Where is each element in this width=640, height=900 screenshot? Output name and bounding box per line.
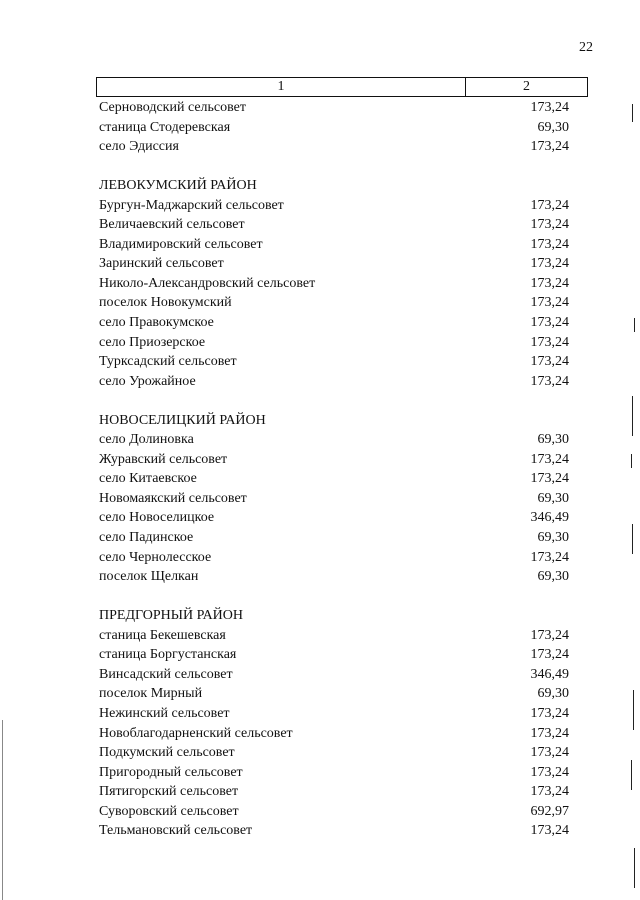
row-name: Новомаякский сельсовет [99, 490, 247, 506]
table-row [99, 724, 569, 744]
table-row [99, 274, 569, 294]
column-header-2: 2 [523, 79, 530, 94]
row-name: Новоблагодарненский сельсовет [99, 725, 293, 741]
row-value: 173,24 [530, 784, 569, 800]
row-name: Владимировский сельсовет [99, 236, 263, 252]
row-name: поселок Мирный [99, 686, 203, 702]
table-row [99, 626, 569, 646]
district-title: НОВОСЕЛИЦКИЙ РАЙОН [99, 412, 266, 428]
table-row [99, 430, 569, 450]
table-row [99, 821, 569, 841]
row-value: 69,30 [537, 530, 569, 546]
row-name: Журавский сельсовет [99, 451, 228, 467]
row-value: 69,30 [537, 432, 569, 448]
row-value: 173,24 [530, 354, 569, 370]
row-name: Серноводский сельсовет [99, 100, 246, 115]
scan-edge-mark [2, 720, 3, 900]
row-name: поселок Новокумский [99, 295, 232, 311]
table-row [99, 743, 569, 763]
table-row [99, 118, 569, 138]
district-title: ЛЕВОКУМСКИЙ РАЙОН [99, 178, 257, 194]
row-name: село Падинское [99, 530, 194, 546]
scan-edge-mark [632, 524, 633, 554]
row-name: Николо-Александровский сельсовет [99, 275, 316, 291]
column-header-1: 1 [97, 78, 466, 96]
row-name: Заринский сельсовет [99, 256, 224, 272]
scan-edge-mark [632, 396, 633, 436]
table-row [99, 489, 569, 509]
table-row [99, 684, 569, 704]
table-row [99, 763, 569, 783]
table-row [99, 293, 569, 313]
table-row [99, 548, 569, 568]
row-value: 173,24 [530, 745, 569, 761]
row-name: Нежинский сельсовет [99, 705, 230, 721]
row-value: 173,24 [530, 627, 569, 643]
row-value: 173,24 [530, 451, 569, 467]
page-number: 22 [579, 40, 593, 55]
row-name: село Урожайное [99, 373, 196, 389]
row-name: село Приозерское [99, 334, 206, 350]
row-value: 69,30 [537, 490, 569, 506]
row-value: 173,24 [530, 373, 569, 389]
row-value: 346,49 [530, 666, 569, 682]
row-value: 173,24 [530, 764, 569, 780]
row-name: Величаевский сельсовет [99, 217, 245, 233]
row-name: Суворовский сельсовет [99, 803, 239, 819]
row-value: 173,24 [530, 705, 569, 721]
row-value: 173,24 [530, 256, 569, 272]
table-row [99, 802, 569, 822]
table-row [99, 665, 569, 685]
table-header [96, 77, 588, 97]
row-value: 69,30 [537, 569, 569, 585]
table-body [99, 98, 569, 841]
row-value: 173,24 [530, 100, 569, 115]
row-name: Турксадский сельсовет [99, 354, 237, 370]
row-name: Подкумский сельсовет [99, 745, 235, 761]
table-row [99, 196, 569, 216]
row-value: 69,30 [537, 119, 569, 135]
row-value: 173,24 [530, 217, 569, 233]
row-value: 173,24 [530, 315, 569, 331]
row-value: 173,24 [530, 139, 569, 155]
table-row [99, 528, 569, 548]
table-row [99, 450, 569, 470]
table-row [99, 782, 569, 802]
row-name: село Новоселицкое [99, 510, 215, 526]
row-value: 173,24 [530, 647, 569, 663]
row-value: 69,30 [537, 686, 569, 702]
row-value: 173,24 [530, 823, 569, 839]
table-row [99, 352, 569, 372]
row-name: Тельмановский сельсовет [99, 823, 253, 839]
row-name: Бургун-Маджарский сельсовет [99, 197, 284, 213]
table-row [99, 372, 569, 392]
table-row [99, 313, 569, 333]
table-row [99, 98, 569, 118]
row-name: Винсадский сельсовет [99, 666, 233, 682]
row-name: село Чернолесское [99, 549, 212, 565]
table-row [99, 469, 569, 489]
row-name: станица Бекешевская [99, 627, 226, 643]
row-name: село Эдиссия [99, 139, 179, 155]
table-row [99, 508, 569, 528]
row-value: 173,24 [530, 295, 569, 311]
table-row [99, 137, 569, 157]
table-row [99, 333, 569, 353]
row-value: 173,24 [530, 725, 569, 741]
row-value: 173,24 [530, 471, 569, 487]
table-row [99, 567, 569, 587]
row-name: село Китаевское [99, 471, 197, 487]
table-row [99, 645, 569, 665]
row-value: 692,97 [530, 803, 569, 819]
scan-edge-mark [634, 318, 635, 332]
district-title: ПРЕДГОРНЫЙ РАЙОН [99, 608, 244, 624]
row-name: село Правокумское [99, 315, 214, 331]
row-name: станица Стодеревская [99, 119, 231, 135]
row-value: 173,24 [530, 197, 569, 213]
row-value: 173,24 [530, 334, 569, 350]
scan-edge-mark [633, 690, 634, 730]
row-name: Пригородный сельсовет [99, 764, 243, 780]
row-name: станица Боргустанская [99, 647, 237, 663]
table-row [99, 235, 569, 255]
table-row [99, 215, 569, 235]
row-value: 173,24 [530, 236, 569, 252]
scan-edge-mark [631, 760, 632, 790]
scan-edge-mark [632, 104, 633, 122]
row-value: 173,24 [530, 549, 569, 565]
scan-edge-mark [631, 454, 632, 468]
row-name: Пятигорский сельсовет [99, 784, 239, 800]
table-row [99, 704, 569, 724]
scan-edge-mark [634, 848, 635, 888]
row-value: 173,24 [530, 275, 569, 291]
row-value: 346,49 [530, 510, 569, 526]
table-row [99, 254, 569, 274]
row-name: поселок Щелкан [99, 569, 199, 585]
row-name: село Долиновка [99, 432, 194, 448]
